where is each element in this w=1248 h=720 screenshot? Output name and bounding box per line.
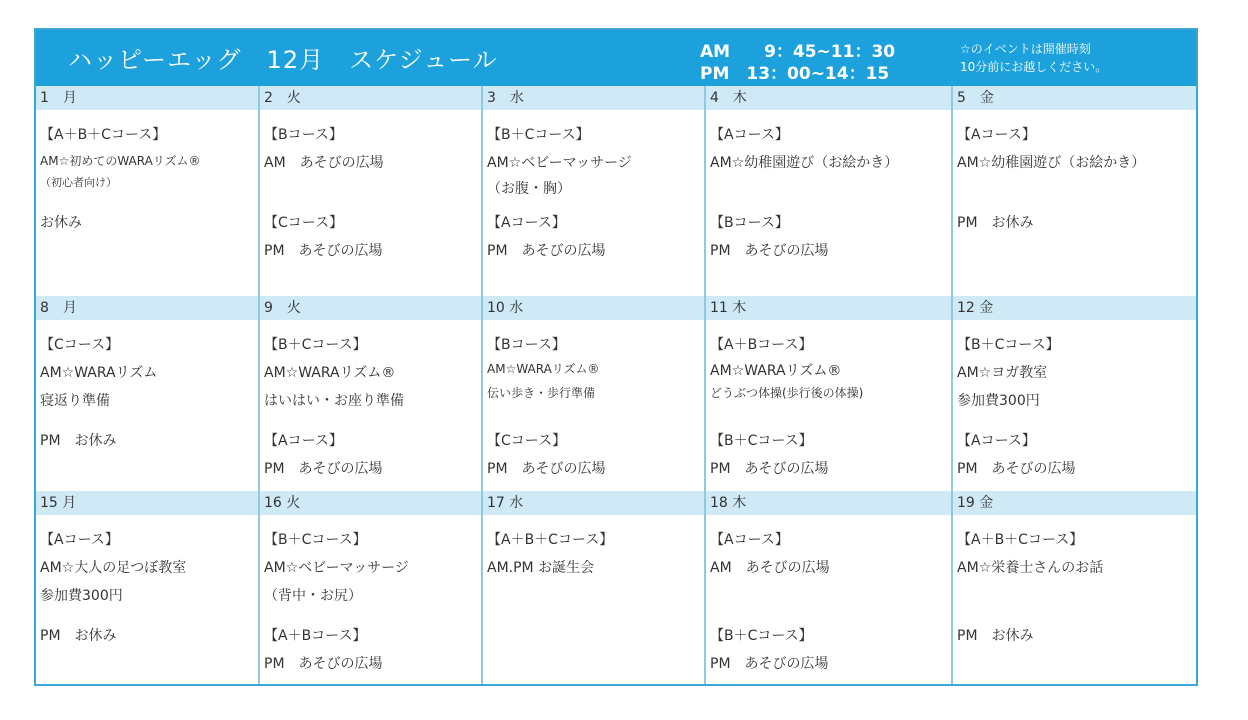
event-note-line2: 10分前にお越しください。: [960, 60, 1108, 74]
day-label: 19 金: [953, 491, 1196, 515]
day-label: 16 火: [260, 491, 481, 515]
day-label: 11 木: [706, 296, 951, 320]
day-cell: [36, 296, 260, 491]
day-cell: [706, 296, 953, 491]
event-note-line1: ☆のイベントは開催時刻: [960, 42, 1091, 56]
schedule-entry: 【Aコース】: [40, 532, 119, 548]
schedule-entry: PM あそびの広場: [264, 243, 383, 259]
am-time: AM 9：45~11：30: [700, 42, 896, 62]
schedule-entry: はいはい・お座り準備: [264, 393, 404, 409]
schedule-entry: PM あそびの広場: [487, 461, 606, 477]
day-cell: [953, 491, 1196, 684]
schedule-entry: 【Bコース】: [710, 215, 789, 231]
schedule-entry: PM あそびの広場: [487, 243, 606, 259]
day-cell: [36, 491, 260, 684]
day-cell: [953, 86, 1196, 296]
schedule-entry: PM あそびの広場: [710, 243, 829, 259]
day-label: 15 月: [36, 491, 258, 515]
schedule-entry: PM あそびの広場: [957, 461, 1076, 477]
day-cell: [706, 86, 953, 296]
schedule-entry: 【Aコース】: [957, 433, 1036, 449]
schedule-entry: PM お休み: [40, 433, 117, 449]
schedule-entry: （お腹・胸）: [487, 181, 571, 197]
schedule-entry: AM☆栄養士さんのお話: [957, 560, 1104, 576]
schedule-entry: AM あそびの広場: [264, 155, 384, 171]
day-label: 8 月: [36, 296, 258, 320]
day-label: 18 木: [706, 491, 951, 515]
day-cell: [260, 491, 483, 684]
day-cell: [483, 296, 706, 491]
schedule-entry: どうぶつ体操(歩行後の体操): [710, 386, 864, 400]
day-label: 17 水: [483, 491, 704, 515]
schedule-entry: 【A＋Bコース】: [710, 337, 813, 353]
day-label: 2 火: [260, 86, 481, 110]
schedule-entry: PM お休み: [40, 628, 117, 644]
day-cell: [260, 296, 483, 491]
schedule-sheet: [34, 28, 1198, 686]
day-cell: [483, 491, 706, 684]
schedule-entry: 【Aコース】: [710, 532, 789, 548]
schedule-entry: 寝返り準備: [40, 393, 110, 409]
schedule-entry: 参加費300円: [40, 588, 123, 604]
schedule-entry: 【Cコース】: [40, 337, 120, 353]
schedule-entry: 【B＋Cコース】: [710, 628, 813, 644]
schedule-entry: PM お休み: [957, 215, 1034, 231]
day-label: 5 金: [953, 86, 1196, 110]
schedule-entry: AM☆ベビーマッサージ: [264, 560, 409, 576]
schedule-entry: AM☆WARAリズム: [40, 365, 158, 381]
schedule-entry: AM☆ベビーマッサージ: [487, 155, 632, 171]
schedule-entry: AM☆WARAリズム®: [487, 362, 600, 376]
schedule-entry: 【B＋Cコース】: [264, 337, 367, 353]
schedule-entry: （初心者向け）: [40, 176, 117, 189]
schedule-entry: 【B＋Cコース】: [264, 532, 367, 548]
schedule-entry: 【B＋Cコース】: [487, 127, 590, 143]
schedule-entry: 【Aコース】: [710, 127, 789, 143]
pm-time: PM 13：00~14：15: [700, 64, 890, 84]
schedule-entry: AM あそびの広場: [710, 560, 830, 576]
day-label: 1 月: [36, 86, 258, 110]
schedule-entry: 【Aコース】: [957, 127, 1036, 143]
schedule-entry: AM☆幼稚園遊び（お絵かき）: [957, 155, 1146, 171]
schedule-entry: 【Aコース】: [264, 433, 343, 449]
schedule-entry: 【Bコース】: [264, 127, 343, 143]
schedule-entry: AM☆幼稚園遊び（お絵かき）: [710, 155, 899, 171]
day-label: 3 水: [483, 86, 704, 110]
day-cell: [953, 296, 1196, 491]
schedule-title: ハッピーエッグ 12月 スケジュール: [68, 46, 498, 74]
schedule-entry: AM☆ヨガ教室: [957, 365, 1048, 381]
schedule-entry: PM あそびの広場: [710, 656, 829, 672]
schedule-entry: PM あそびの広場: [710, 461, 829, 477]
day-cell: [706, 491, 953, 684]
schedule-entry: 【Cコース】: [264, 215, 344, 231]
schedule-entry: PM あそびの広場: [264, 656, 383, 672]
schedule-entry: 【A＋B＋Cコース】: [40, 127, 167, 143]
day-cell: [36, 86, 260, 296]
schedule-entry: AM☆WARAリズム®: [264, 365, 396, 381]
schedule-entry: PM あそびの広場: [264, 461, 383, 477]
schedule-entry: 【A＋B＋Cコース】: [957, 532, 1084, 548]
schedule-entry: 【B＋Cコース】: [957, 337, 1060, 353]
schedule-entry: AM☆大人の足つぼ教室: [40, 560, 187, 576]
day-cell: [483, 86, 706, 296]
schedule-entry: 【Aコース】: [487, 215, 566, 231]
schedule-header: [36, 30, 1196, 86]
day-cell: [260, 86, 483, 296]
calendar-grid: [36, 86, 1196, 684]
schedule-entry: PM お休み: [957, 628, 1034, 644]
day-label: 10 水: [483, 296, 704, 320]
schedule-entry: お休み: [40, 215, 82, 231]
schedule-entry: 【Cコース】: [487, 433, 567, 449]
schedule-entry: （背中・お尻）: [264, 588, 362, 604]
day-label: 12 金: [953, 296, 1196, 320]
schedule-entry: AM.PM お誕生会: [487, 560, 595, 576]
schedule-entry: AM☆WARAリズム®: [710, 363, 842, 379]
schedule-entry: 【A＋B＋Cコース】: [487, 532, 614, 548]
day-label: 4 木: [706, 86, 951, 110]
schedule-entry: 伝い歩き・歩行準備: [487, 386, 596, 400]
day-label: 9 火: [260, 296, 481, 320]
schedule-entry: 【Bコース】: [487, 337, 566, 353]
schedule-entry: 【B＋Cコース】: [710, 433, 813, 449]
schedule-entry: AM☆初めてのWARAリズム®: [40, 154, 201, 168]
schedule-entry: 【A＋Bコース】: [264, 628, 367, 644]
schedule-entry: 参加費300円: [957, 393, 1040, 409]
